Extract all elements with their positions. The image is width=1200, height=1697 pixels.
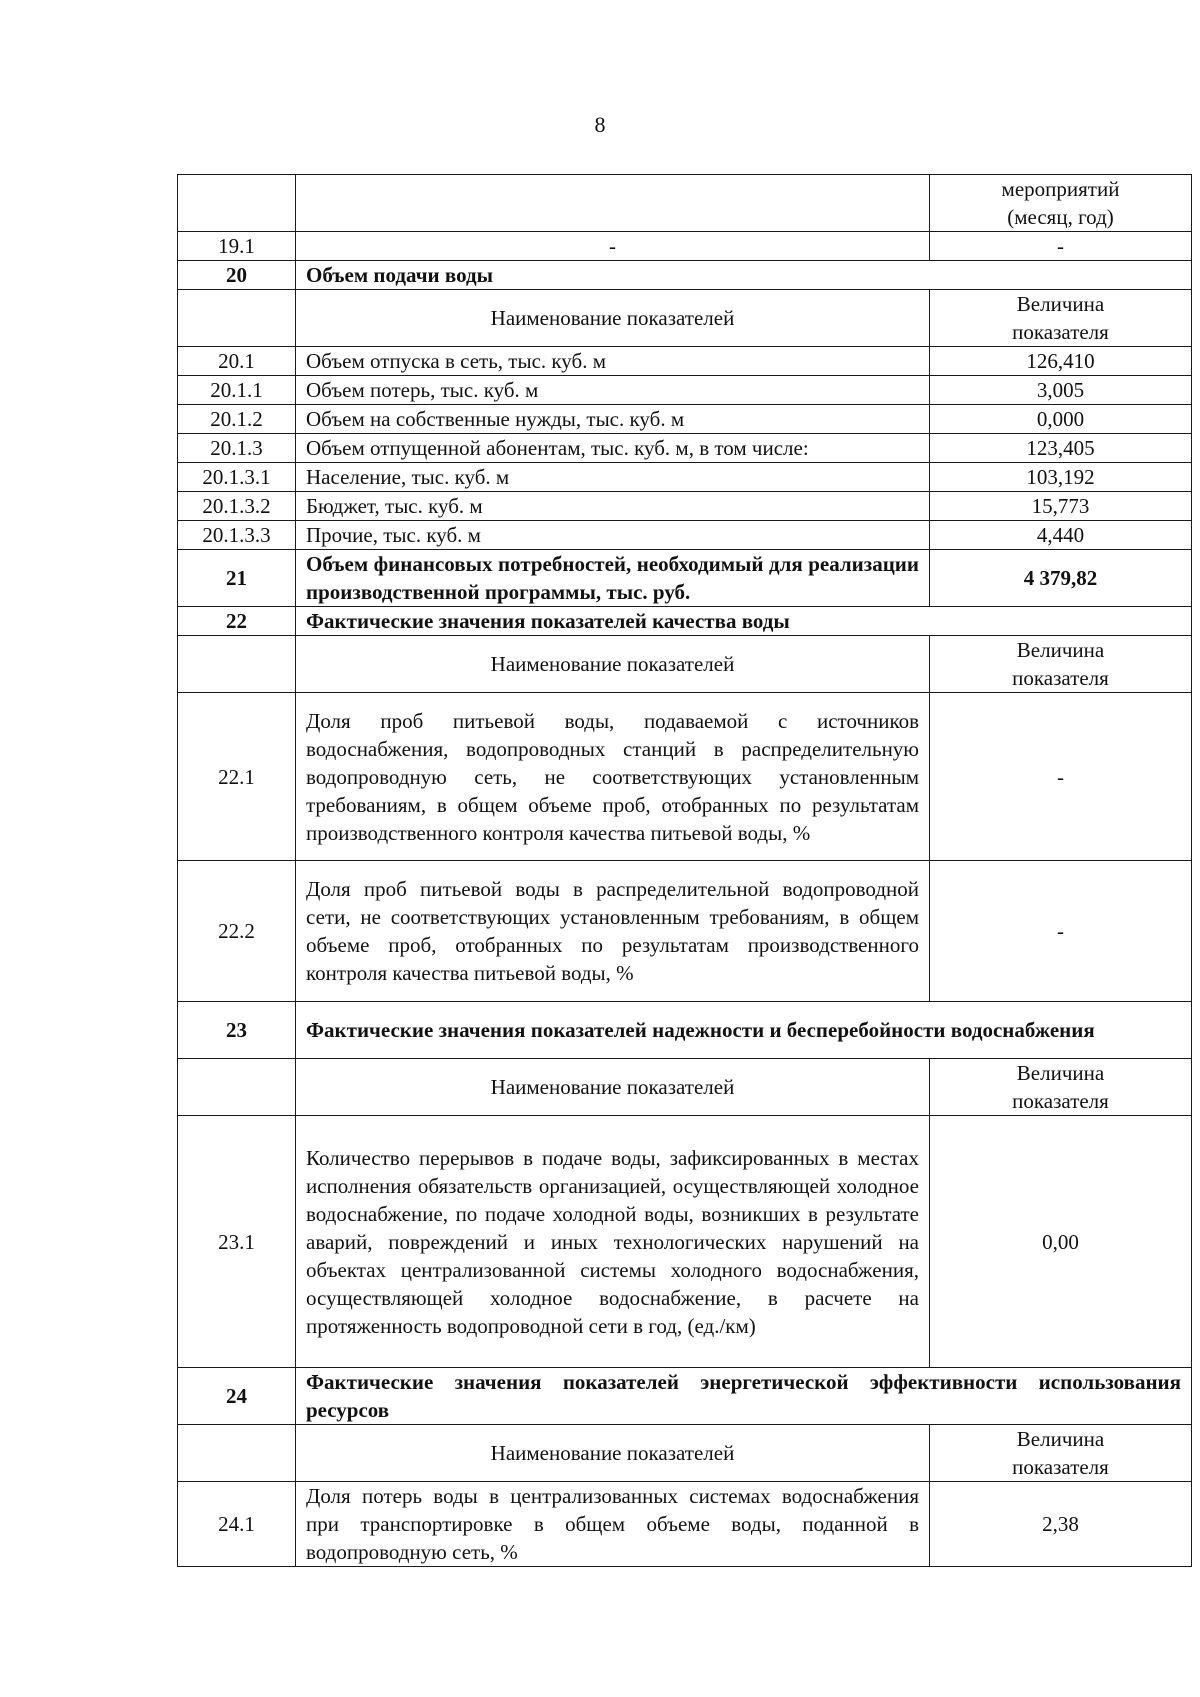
row-name-cell [296, 175, 930, 232]
row-value-cell: 3,005 [930, 376, 1192, 405]
table-row [178, 376, 1192, 405]
table-row [178, 175, 1192, 232]
row-name-cell: Объем потерь, тыс. куб. м [296, 376, 930, 405]
column-header-name: Наименование показателей [296, 636, 930, 693]
row-name-cell: Население, тыс. куб. м [296, 463, 930, 492]
column-header-value [930, 636, 1192, 693]
row-value-cell: 123,405 [930, 434, 1192, 463]
row-name-cell: Объем на собственные нужды, тыс. куб. м [296, 405, 930, 434]
row-number-cell: 24.1 [178, 1482, 296, 1567]
section-title-cell: Фактические значения показателей надежности и бесперебойности водоснабжения [296, 1002, 1192, 1059]
row-number-cell: 22.1 [178, 693, 296, 861]
row-number-cell: 20.1.3.1 [178, 463, 296, 492]
section-title-row [178, 1002, 1192, 1059]
row-value-cell: - [930, 861, 1192, 1002]
row-number-cell: 20.1.3.2 [178, 492, 296, 521]
section-title-cell: Объем финансовых потребностей, необходимый для реализации производственной программы, тыс. руб. [296, 550, 930, 607]
table-row [178, 1116, 1192, 1368]
table-row [178, 463, 1192, 492]
row-value-cell: 2,38 [930, 1482, 1192, 1567]
column-header-name: Наименование показателей [296, 1425, 930, 1482]
table-row [178, 492, 1192, 521]
row-name-cell: Объем отпуска в сеть, тыс. куб. м [296, 347, 930, 376]
section-number-cell: 21 [178, 550, 296, 607]
column-header-value [930, 1059, 1192, 1116]
section-title-cell: Объем подачи воды [296, 261, 1192, 290]
row-value-cell: 15,773 [930, 492, 1192, 521]
row-number-cell: 22.2 [178, 861, 296, 1002]
section-title-row [178, 607, 1192, 636]
row-number-cell: 20.1.2 [178, 405, 296, 434]
row-name-cell: Количество перерывов в подаче воды, зафиксированных в местах исполнения обязательств организацией, осуществляющей холодное водоснабжение, по подаче холодной воды, возникших в результате аварий, повреждений и иных технологических нарушений на объектах централизованной системы холодного водоснабжения, осуществляющей холодное водоснабжение, в расчете на протяженность водопроводной сети в год, (ед./км) [296, 1116, 930, 1368]
section-number-cell: 20 [178, 261, 296, 290]
table-row [178, 347, 1192, 376]
row-value-cell: 4,440 [930, 521, 1192, 550]
value-header-line: (месяц, год) [1007, 205, 1114, 229]
row-name-cell: Доля проб питьевой воды, подаваемой с источников водоснабжения, водопроводных станций в распределительную водопроводную сеть, не соответствующих установленным требованиям, в общем объеме проб, отобранных по результатам производственного контроля качества питьевой воды, % [296, 693, 930, 861]
row-value-cell: 0,00 [930, 1116, 1192, 1368]
section-title-row [178, 1368, 1192, 1425]
column-header-row [178, 1059, 1192, 1116]
row-number-cell: 20.1.3 [178, 434, 296, 463]
row-value-cell: 103,192 [930, 463, 1192, 492]
value-header-line: Величина [1016, 292, 1105, 316]
value-header-line: показателя [1012, 1455, 1109, 1479]
section-number-cell: 24 [178, 1368, 296, 1425]
value-header-line: мероприятий [1001, 177, 1120, 201]
indicators-table [177, 174, 1192, 1567]
row-name-cell: - [296, 232, 930, 261]
column-header-row [178, 636, 1192, 693]
row-number-cell: 23.1 [178, 1116, 296, 1368]
section-title-cell: Фактические значения показателей качества воды [296, 607, 1192, 636]
table-row [178, 861, 1192, 1002]
row-name-cell: Доля потерь воды в централизованных системах водоснабжения при транспортировке в общем объеме воды, поданной в водопроводную сеть, % [296, 1482, 930, 1567]
row-number-cell [178, 175, 296, 232]
table-row [178, 1482, 1192, 1567]
row-name-cell: Прочие, тыс. куб. м [296, 521, 930, 550]
value-header-line: показателя [1012, 666, 1109, 690]
section-number-cell: 23 [178, 1002, 296, 1059]
value-header-line: показателя [1012, 320, 1109, 344]
table-row [178, 405, 1192, 434]
row-value-cell [930, 175, 1192, 232]
row-value-cell: 0,000 [930, 405, 1192, 434]
row-number-cell: 20.1 [178, 347, 296, 376]
row-name-cell: Доля проб питьевой воды в распределительной водопроводной сети, не соответствующих установленным требованиям, в общем объеме проб, отобранных по результатам производственного контроля качества питьевой воды, % [296, 861, 930, 1002]
table-row [178, 521, 1192, 550]
empty-cell [178, 1059, 296, 1116]
row-name-cell: Объем отпущенной абонентам, тыс. куб. м, в том числе: [296, 434, 930, 463]
section-row [178, 550, 1192, 607]
table-row [178, 693, 1192, 861]
row-value-cell: 4 379,82 [930, 550, 1192, 607]
value-header-line: Величина [1016, 638, 1105, 662]
empty-cell [178, 636, 296, 693]
column-header-value [930, 1425, 1192, 1482]
page-number: 8 [594, 112, 606, 137]
table-row [178, 434, 1192, 463]
row-number-cell: 20.1.3.3 [178, 521, 296, 550]
section-title-row [178, 261, 1192, 290]
value-header-line: показателя [1012, 1089, 1109, 1113]
row-number-cell: 20.1.1 [178, 376, 296, 405]
column-header-name: Наименование показателей [296, 1059, 930, 1116]
section-title-cell: Фактические значения показателей энергетической эффективности использования ресурсов [296, 1368, 1192, 1425]
empty-cell [178, 1425, 296, 1482]
column-header-row [178, 290, 1192, 347]
row-number-cell: 19.1 [178, 232, 296, 261]
section-number-cell: 22 [178, 607, 296, 636]
column-header-value [930, 290, 1192, 347]
column-header-name: Наименование показателей [296, 290, 930, 347]
row-value-cell: - [930, 232, 1192, 261]
column-header-row [178, 1425, 1192, 1482]
value-header-line: Величина [1016, 1061, 1105, 1085]
table-row [178, 232, 1192, 261]
empty-cell [178, 290, 296, 347]
value-header-line: Величина [1016, 1427, 1105, 1451]
row-name-cell: Бюджет, тыс. куб. м [296, 492, 930, 521]
row-value-cell: 126,410 [930, 347, 1192, 376]
row-value-cell: - [930, 693, 1192, 861]
